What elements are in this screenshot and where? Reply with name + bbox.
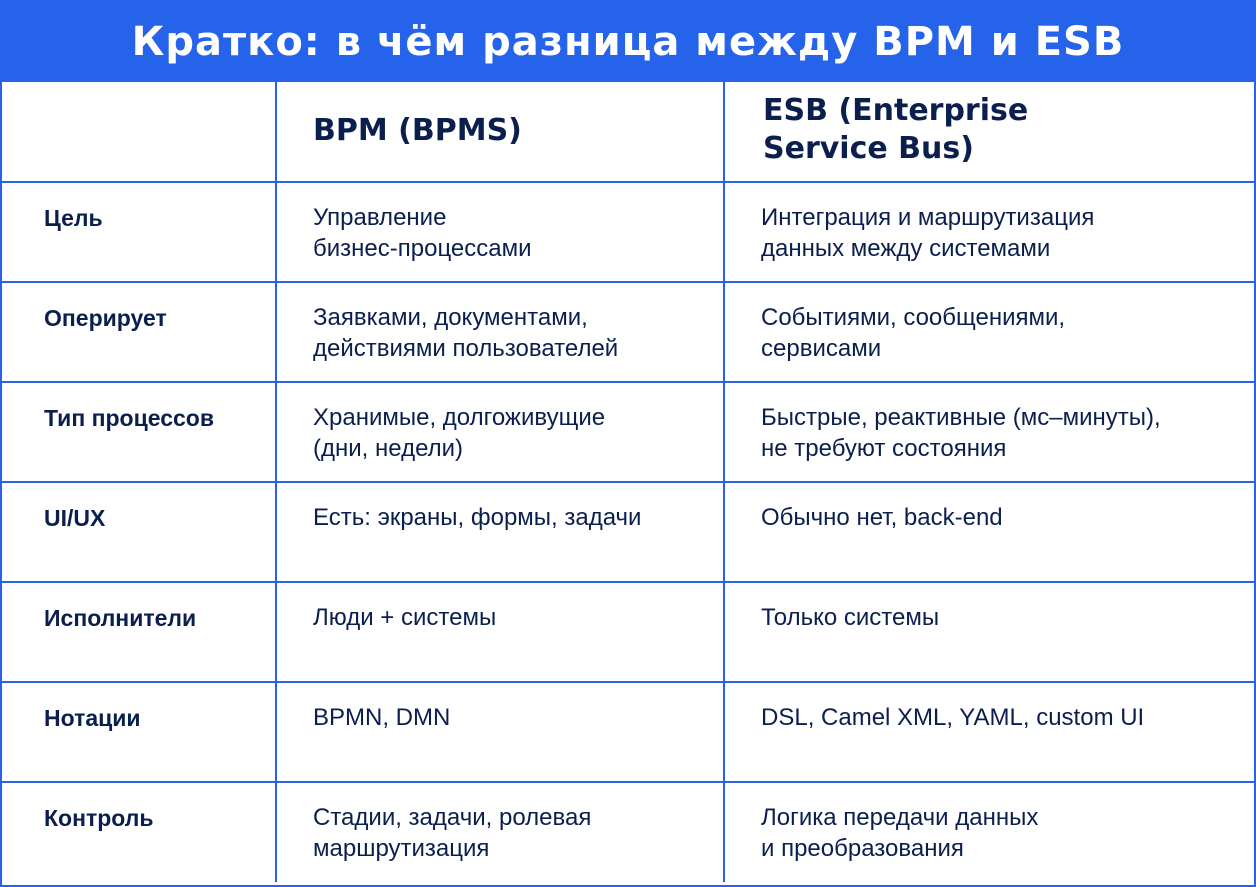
cell-line: Есть: экраны, формы, задачи: [313, 504, 642, 531]
table-row: [2, 382, 1254, 482]
esb-cell: [724, 182, 1254, 282]
cell-line: Интеграция и маршрутизация: [761, 204, 1095, 231]
row-label: Оперирует: [2, 282, 276, 382]
table-row: [2, 282, 1254, 382]
cell-line: Хранимые, долгоживущие: [313, 404, 606, 431]
table-header-row: [2, 82, 1254, 182]
cell-line: не требуют состояния: [761, 435, 1007, 462]
row-label: UI/UX: [2, 482, 276, 582]
header-esb-line: ESB (Enterprise: [763, 93, 1029, 128]
cell-line: Управление: [313, 204, 447, 231]
cell-line: Событиями, сообщениями,: [761, 304, 1066, 331]
table-row: [2, 782, 1254, 882]
esb-cell: [724, 482, 1254, 582]
comparison-table: [2, 82, 1254, 882]
esb-cell: [724, 382, 1254, 482]
bpm-cell: [276, 282, 724, 382]
header-esb-line: Service Bus): [763, 131, 974, 166]
cell-line: Обычно нет, back-end: [761, 504, 1003, 531]
bpm-cell: [276, 782, 724, 882]
cell-line: (дни, недели): [313, 435, 464, 462]
cell-line: Быстрые, реактивные (мс–минуты),: [761, 404, 1161, 431]
esb-cell: [724, 682, 1254, 782]
esb-cell: [724, 282, 1254, 382]
esb-cell: [724, 782, 1254, 882]
cell-line: данных между системами: [761, 235, 1051, 262]
cell-line: Стадии, задачи, ролевая: [313, 804, 592, 831]
bpm-cell: [276, 482, 724, 582]
cell-line: Только системы: [761, 604, 940, 631]
row-label: Нотации: [2, 682, 276, 782]
title-bar: [2, 2, 1254, 82]
cell-line: бизнес-процессами: [313, 235, 532, 262]
row-label: Контроль: [2, 782, 276, 882]
row-label: Цель: [2, 182, 276, 282]
cell-line: BPMN, DMN: [313, 704, 451, 731]
table-row: [2, 482, 1254, 582]
bpm-cell: [276, 382, 724, 482]
header-bpm-line: BPM (BPMS): [313, 113, 522, 148]
cell-line: Люди + системы: [313, 604, 497, 631]
header-cell-bpm: [276, 82, 724, 182]
bpm-cell: [276, 182, 724, 282]
header-cell-empty: [2, 82, 276, 182]
cell-line: DSL, Camel XML, YAML, custom UI: [761, 704, 1145, 731]
page-title: Кратко: в чём разница между BPM и ESB: [131, 19, 1125, 65]
cell-line: маршрутизация: [313, 835, 490, 862]
cell-line: и преобразования: [761, 835, 964, 862]
cell-line: сервисами: [761, 335, 882, 362]
bpm-cell: [276, 682, 724, 782]
row-label: Тип процессов: [2, 382, 276, 482]
table-row: [2, 682, 1254, 782]
table-row: [2, 182, 1254, 282]
bpm-cell: [276, 582, 724, 682]
row-label: Исполнители: [2, 582, 276, 682]
esb-cell: [724, 582, 1254, 682]
header-cell-esb: [724, 82, 1254, 182]
cell-line: Заявками, документами,: [313, 304, 588, 331]
cell-line: Логика передачи данных: [761, 804, 1039, 831]
table-row: [2, 582, 1254, 682]
cell-line: действиями пользователей: [313, 335, 619, 362]
